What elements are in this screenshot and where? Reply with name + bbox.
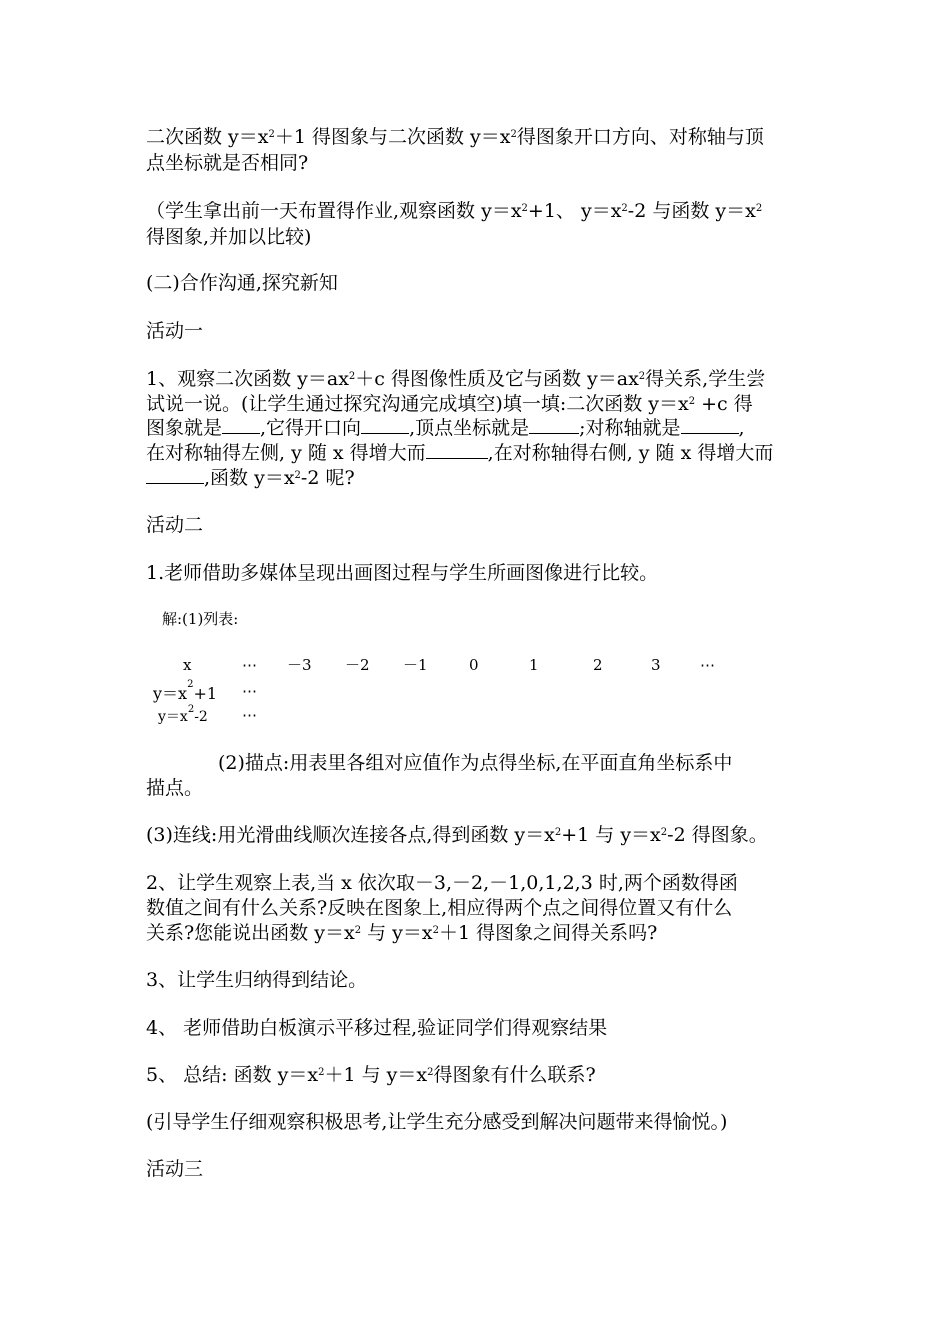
activity-3-heading: 活动三 — [146, 1158, 204, 1180]
table-x-value: 0 — [469, 656, 479, 674]
table-row-label: $y=x^2+1$ — [153, 679, 218, 703]
homework-line-2: 得图象,并加以比较) — [146, 226, 312, 248]
table-ellipsis: ⋯ — [242, 656, 257, 674]
section-heading: (二)合作沟通,探究新知 — [146, 272, 338, 294]
step-2-line-1: (2)描点:用表里各组对应值作为点得坐标,在平面直角坐标系中 — [218, 752, 733, 774]
table-x-value: －2 — [345, 656, 370, 674]
step-3: (3)连线:用光滑曲线顺次连接各点,得到函数 $y=x^2+1$ 与 $y=x^2-2$ 得图象。 — [146, 824, 768, 846]
fill-blank — [146, 467, 204, 484]
activity-2-item-5: 5、 总结: 函数 $y=x^2+1$ 与 $y=x^2$得图象有什么联系? — [146, 1064, 596, 1086]
table-x-value: 2 — [593, 656, 603, 674]
activity-2-heading: 活动二 — [146, 514, 204, 536]
activity-1-heading: 活动一 — [146, 320, 204, 342]
question-line-2: 点坐标就是否相同? — [146, 152, 309, 174]
table-header-x: x — [183, 656, 192, 674]
activity-1-line-1: 1、观察二次函数 $y=ax^2+c$ 得图像性质及它与函数 $y=ax^2$得关系,学生尝 — [146, 368, 766, 390]
homework-line-1: （学生拿出前一天布置得作业,观察函数 $y=x^2+1$、 $y=x^2-2$ 与函数 $y=x^2$ — [146, 200, 763, 222]
activity-2-item-2-line-1: 2、让学生观察上表,当 x 依次取－3,－2,－1,0,1,2,3 时,两个函数得函 — [146, 872, 738, 894]
fill-blank — [426, 442, 488, 459]
table-ellipsis: ⋯ — [242, 682, 257, 700]
guide-note: (引导学生仔细观察积极思考,让学生充分感受到解决问题带来得愉悦。) — [146, 1111, 728, 1133]
activity-2-item-2-line-2: 数值之间有什么关系?反映在图象上,相应得两个点之间得位置又有什么 — [146, 897, 733, 919]
activity-1-line-5: ,函数 $y=x^2-2$ 呢? — [146, 465, 811, 491]
fill-blank — [681, 417, 739, 434]
activity-2-item-4: 4、 老师借助白板演示平移过程,验证同学们得观察结果 — [146, 1017, 608, 1039]
activity-2-item-3: 3、让学生归纳得到结论。 — [146, 969, 368, 991]
table-x-value: 3 — [651, 656, 661, 674]
activity-2-item-1: 1.老师借助多媒体呈现出画图过程与学生所画图像进行比较。 — [146, 562, 659, 584]
activity-1-line-4: 在对称轴得左侧, y 随 x 得增大而 ,在对称轴得右侧, y 随 x 得增大而 — [146, 442, 774, 464]
table-x-value: 1 — [529, 656, 539, 674]
solution-label: 解:(1)列表: — [162, 610, 239, 628]
table-row-label: $y=x^2-2$ — [158, 704, 208, 725]
table-ellipsis: ⋯ — [242, 706, 257, 724]
activity-1-line-3: 图象就是 ,它得开口向 ,顶点坐标就是 ;对称轴就是 , — [146, 417, 745, 439]
question-line-1: 二次函数 $y=x^2+1$ 得图象与二次函数 $y=x^2$得图象开口方向、对称轴与顶 — [146, 126, 764, 148]
fill-blank — [361, 417, 409, 434]
table-x-value: －1 — [403, 656, 428, 674]
table-x-value: －3 — [287, 656, 312, 674]
activity-2-item-2-line-3: 关系?您能说出函数 $y=x^2$ 与 $y=x^2+1$ 得图象之间得关系吗? — [146, 922, 658, 944]
fill-blank — [529, 417, 579, 434]
activity-1-line-2: 试说一说。(让学生通过探究沟通完成填空)填一填:二次函数 $y=x^2 +c$ 得 — [146, 393, 753, 415]
table-ellipsis: ⋯ — [700, 656, 715, 674]
fill-blank — [222, 417, 260, 434]
step-2-line-2: 描点。 — [146, 777, 204, 799]
